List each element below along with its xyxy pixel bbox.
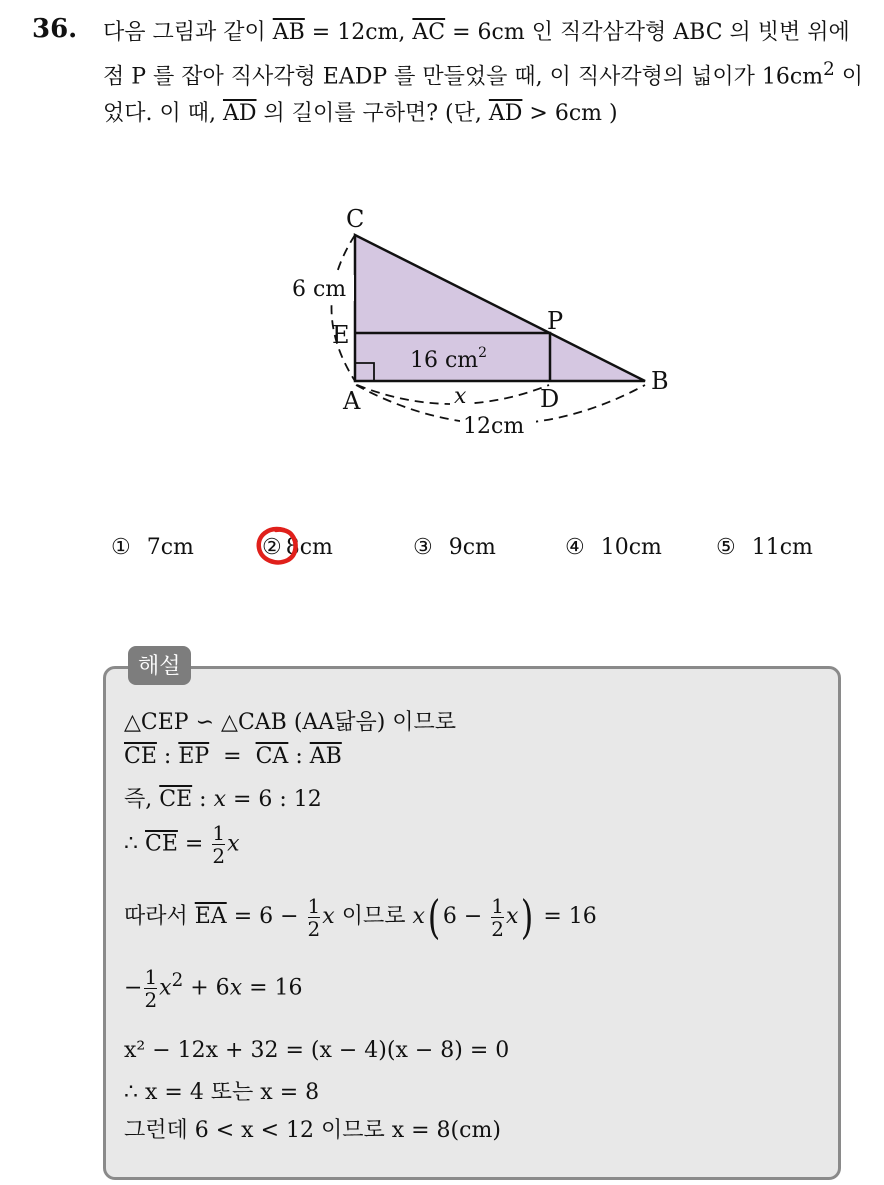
explanation-line-5 xyxy=(124,890,597,944)
question-text-part: > 6cm ) xyxy=(522,101,618,127)
choice-text: 8cm xyxy=(285,535,333,560)
triangle-diagram xyxy=(270,195,690,445)
explanation-line-1: △CEP ∽ △CAB (AA닮음) 이므로 xyxy=(124,710,457,735)
choice-number: ① xyxy=(111,535,131,560)
segment-ep: $\overline{EP}$ xyxy=(178,744,210,769)
fraction-one-half xyxy=(212,822,225,867)
triangle-svg xyxy=(270,195,690,445)
text: : xyxy=(156,744,179,769)
text: = 6 − xyxy=(226,904,306,929)
variable-x: x xyxy=(412,904,425,929)
choice-3[interactable] xyxy=(413,535,496,560)
denominator: 2 xyxy=(307,916,321,941)
length-label-ad: x xyxy=(454,384,467,409)
segment-ea: $\overline{EA}$ xyxy=(194,904,227,929)
area-value: 16 cm xyxy=(410,348,479,373)
choice-number: ③ xyxy=(413,535,433,560)
area-label xyxy=(410,345,487,373)
numerator: 1 xyxy=(144,965,158,989)
numerator: 1 xyxy=(491,893,504,918)
choice-5[interactable] xyxy=(716,535,813,560)
variable-x: x xyxy=(159,975,172,1001)
text: − xyxy=(124,975,143,1001)
explanation-line-6 xyxy=(124,966,303,1011)
explanation-line-9: 그런데 6 < x < 12 이므로 x = 8(cm) xyxy=(124,1118,501,1143)
explanation-line-2 xyxy=(124,744,342,769)
question-text xyxy=(103,14,868,132)
explanation-line-3 xyxy=(124,782,322,813)
text: 이므로 xyxy=(334,904,413,929)
choice-2[interactable] xyxy=(262,535,333,560)
vertex-label-b: B xyxy=(651,367,669,395)
triangle-abc xyxy=(355,235,645,381)
segment-ce: $\overline{CE}$ xyxy=(124,744,157,769)
segment-ad-condition: $\overline{AD}$ xyxy=(488,101,523,127)
denominator: 2 xyxy=(212,844,226,868)
segment-ce: $\overline{CE}$ xyxy=(159,787,193,812)
variable-x: x xyxy=(505,904,519,929)
segment-ce: $\overline{CE}$ xyxy=(145,831,178,857)
denominator: 2 xyxy=(144,988,158,1012)
variable-x: x xyxy=(213,787,226,812)
text: : xyxy=(288,744,310,769)
choice-number: ② xyxy=(262,535,282,560)
choice-number: ④ xyxy=(565,535,585,560)
vertex-label-p: P xyxy=(547,307,564,335)
vertex-label-e: E xyxy=(332,321,350,349)
fraction-one-half xyxy=(144,966,157,1011)
fraction-one-half xyxy=(308,895,321,940)
choice-text: 10cm xyxy=(600,535,662,560)
area-superscript: 2 xyxy=(478,345,488,361)
numerator: 1 xyxy=(307,893,321,918)
fraction-one-half xyxy=(491,895,504,940)
question-text-part: 의 길이를 구하면? (단, xyxy=(256,101,489,127)
segment-ca: $\overline{CA}$ xyxy=(255,744,289,769)
variable-x: x xyxy=(229,975,243,1001)
vertex-label-d: D xyxy=(540,385,560,413)
vertex-label-c: C xyxy=(346,205,365,233)
explanation-line-8: ∴ x = 4 또는 x = 8 xyxy=(124,1080,320,1105)
question-text-part: = 12cm, xyxy=(304,20,413,45)
text: = xyxy=(209,744,256,769)
left-paren: ( xyxy=(427,890,441,944)
text: 따라서 xyxy=(124,904,195,929)
choice-1[interactable] xyxy=(111,535,194,560)
text: = 16 xyxy=(242,975,303,1001)
text: 6 − xyxy=(442,904,490,929)
choice-text: 7cm xyxy=(146,535,194,560)
text: = 6 : 12 xyxy=(225,787,322,812)
question-text-part: 다음 그림과 같이 xyxy=(103,20,273,45)
choice-text: 11cm xyxy=(751,535,813,560)
length-label-ab: 12cm xyxy=(463,414,525,439)
dimension-arc-ac xyxy=(332,235,356,381)
segment-ad: $\overline{AD}$ xyxy=(222,101,257,127)
variable-x: x xyxy=(322,904,335,929)
segment-ac: $\overline{AC}$ xyxy=(412,20,446,45)
explanation-line-4 xyxy=(124,822,239,867)
text: + 6 xyxy=(183,975,230,1001)
choice-4[interactable] xyxy=(565,535,662,560)
segment-ab: $\overline{AB}$ xyxy=(309,744,342,769)
explanation-tag: 해설 xyxy=(128,646,191,685)
choice-text: 9cm xyxy=(448,535,496,560)
text: = 16 xyxy=(536,904,597,929)
text: : xyxy=(192,787,214,812)
numerator: 1 xyxy=(212,821,226,845)
superscript: 2 xyxy=(823,59,835,80)
length-label-ac: 6 cm xyxy=(292,277,347,302)
right-paren: ) xyxy=(521,890,534,944)
question-number: 36. xyxy=(32,14,78,44)
text: 즉, xyxy=(124,787,160,812)
question-text-part: = 6cm 인 직각삼각형 ABC 의 빗변 위에 점 P 를 잡아 직사각형 EADP 를 만들었을 때, 이 직사각형의 넓이가 16cm xyxy=(103,20,850,90)
text: = xyxy=(177,831,211,857)
choice-number: ⑤ xyxy=(716,535,736,560)
question-text-part: 이었다. 이 때, xyxy=(103,64,863,127)
text: ∴ xyxy=(124,831,145,857)
denominator: 2 xyxy=(491,916,504,941)
vertex-label-a: A xyxy=(343,387,361,415)
segment-ab: $\overline{AB}$ xyxy=(272,20,305,45)
variable-x: x xyxy=(227,831,240,857)
superscript: 2 xyxy=(171,970,184,992)
explanation-line-7: x² − 12x + 32 = (x − 4)(x − 8) = 0 xyxy=(124,1038,510,1063)
